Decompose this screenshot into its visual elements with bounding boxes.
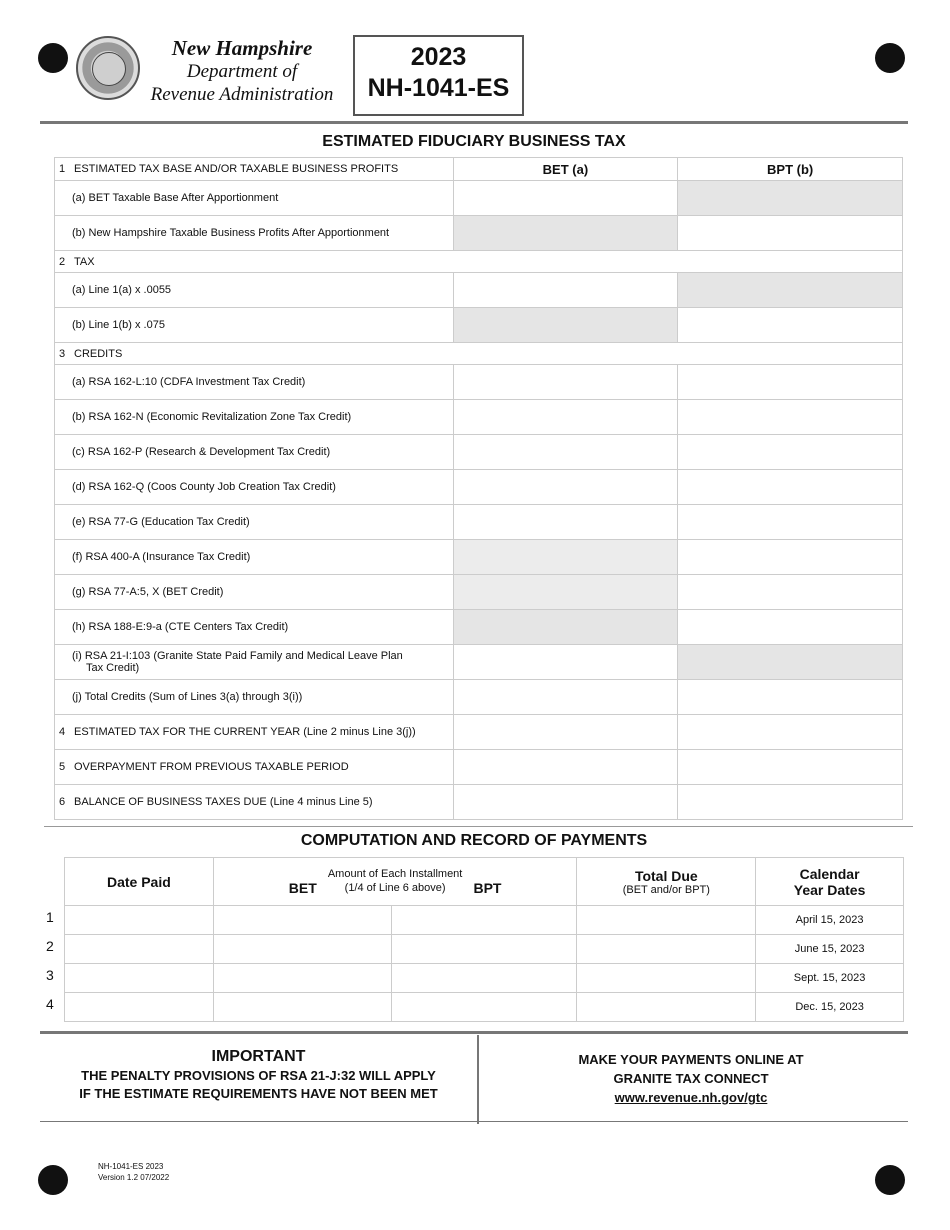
row-number: 3 <box>46 967 54 983</box>
column-header-installment: Amount of Each Installment BET (1/4 of Line 6 above) BPT <box>213 858 577 906</box>
agency-line-3: Revenue Administration <box>150 84 334 105</box>
shaded-cell <box>678 273 903 308</box>
registration-mark <box>875 1165 905 1195</box>
table-row <box>55 273 903 308</box>
shaded-cell <box>678 645 903 680</box>
input-cell[interactable] <box>678 575 903 610</box>
input-cell[interactable] <box>678 400 903 435</box>
total-due-cell[interactable] <box>577 964 756 993</box>
table-row <box>55 505 903 540</box>
online-line-2: GRANITE TAX CONNECT <box>613 1071 769 1086</box>
input-cell[interactable] <box>453 181 678 216</box>
input-cell[interactable] <box>678 680 903 715</box>
input-cell[interactable] <box>678 308 903 343</box>
table-row <box>55 610 903 645</box>
row-label: (b) RSA 162-N (Economic Revitalization Zone Tax Credit) <box>55 400 454 435</box>
shaded-cell <box>453 610 678 645</box>
shaded-cell <box>453 308 678 343</box>
bpt-amount-cell[interactable] <box>391 993 577 1022</box>
table-row <box>55 785 903 820</box>
total-due-cell[interactable] <box>577 935 756 964</box>
important-notice <box>40 1047 477 1103</box>
input-cell[interactable] <box>678 785 903 820</box>
input-cell[interactable] <box>453 470 678 505</box>
input-cell[interactable] <box>678 435 903 470</box>
input-cell[interactable] <box>678 610 903 645</box>
input-cell[interactable] <box>678 750 903 785</box>
bet-amount-cell[interactable] <box>213 935 391 964</box>
table-row <box>55 158 903 181</box>
input-cell[interactable] <box>678 365 903 400</box>
input-cell[interactable] <box>453 365 678 400</box>
input-cell[interactable] <box>453 785 678 820</box>
table-row <box>55 181 903 216</box>
input-cell[interactable] <box>453 435 678 470</box>
input-cell[interactable] <box>678 540 903 575</box>
bet-amount-cell[interactable] <box>213 906 391 935</box>
row-label: (b) New Hampshire Taxable Business Profits After Apportionment <box>55 216 454 251</box>
form-number: NH-1041-ES <box>367 74 510 102</box>
input-cell[interactable] <box>678 505 903 540</box>
row-label: (h) RSA 188-E:9-a (CTE Centers Tax Credit) <box>55 610 454 645</box>
row-label: (a) RSA 162-L:10 (CDFA Investment Tax Credit) <box>55 365 454 400</box>
column-header-date-paid: Date Paid <box>65 858 214 906</box>
online-payment-notice <box>479 1050 903 1107</box>
footer-version: Version 1.2 07/2022 <box>98 1173 170 1182</box>
input-cell[interactable] <box>453 750 678 785</box>
important-title: IMPORTANT <box>211 1048 306 1065</box>
date-paid-cell[interactable] <box>65 964 214 993</box>
row-label: 4 ESTIMATED TAX FOR THE CURRENT YEAR (Line 2 minus Line 3(j)) <box>55 715 454 750</box>
footer-form-id: NH-1041-ES 2023 <box>98 1162 164 1171</box>
bpt-amount-cell[interactable] <box>391 906 577 935</box>
total-due-cell[interactable] <box>577 906 756 935</box>
row-label: (f) RSA 400-A (Insurance Tax Credit) <box>55 540 454 575</box>
table-row <box>55 251 903 273</box>
column-header-total-due: Total Due (BET and/or BPT) <box>577 858 756 906</box>
agency-line-1: New Hampshire <box>171 36 313 60</box>
header-divider <box>40 121 908 124</box>
important-line-2: IF THE ESTIMATE REQUIREMENTS HAVE NOT BEEN MET <box>79 1086 438 1101</box>
total-due-cell[interactable] <box>577 993 756 1022</box>
table-row <box>55 575 903 610</box>
form-footer <box>98 1161 169 1183</box>
input-cell[interactable] <box>453 680 678 715</box>
row-label: (c) RSA 162-P (Research & Development Tax Credit) <box>55 435 454 470</box>
shaded-cell <box>678 181 903 216</box>
column-header-calendar: Calendar Year Dates <box>756 858 904 906</box>
table-row <box>65 993 904 1022</box>
section-title: ESTIMATED FIDUCIARY BUSINESS TAX <box>322 133 626 150</box>
registration-mark <box>38 43 68 73</box>
gtc-link[interactable]: www.revenue.nh.gov/gtc <box>614 1090 768 1105</box>
shaded-cell <box>453 575 678 610</box>
row-label: (g) RSA 77-A:5, X (BET Credit) <box>55 575 454 610</box>
registration-mark <box>875 43 905 73</box>
table-row <box>65 906 904 935</box>
input-cell[interactable] <box>453 715 678 750</box>
input-cell[interactable] <box>453 645 678 680</box>
table-row <box>55 308 903 343</box>
table-row <box>55 645 903 680</box>
row-number: 4 <box>46 996 54 1012</box>
row-label: (d) RSA 162-Q (Coos County Job Creation Tax Credit) <box>55 470 454 505</box>
important-line-1: THE PENALTY PROVISIONS OF RSA 21-J:32 WILL APPLY <box>81 1068 436 1083</box>
due-date: June 15, 2023 <box>756 935 904 964</box>
table-row <box>55 400 903 435</box>
table-row <box>55 365 903 400</box>
table-row <box>55 216 903 251</box>
row-label: (e) RSA 77-G (Education Tax Credit) <box>55 505 454 540</box>
row-label: (b) Line 1(b) x .075 <box>55 308 454 343</box>
agency-line-2: Department of <box>186 61 298 82</box>
row-number: 2 <box>46 938 54 954</box>
row-number: 1 <box>46 909 54 925</box>
table-row <box>65 935 904 964</box>
table-row <box>55 680 903 715</box>
input-cell[interactable] <box>678 216 903 251</box>
registration-mark <box>38 1165 68 1195</box>
footer-divider <box>40 1121 908 1122</box>
row-label: 1 ESTIMATED TAX BASE AND/OR TAXABLE BUSINESS PROFITS <box>55 158 454 181</box>
date-paid-cell[interactable] <box>65 906 214 935</box>
input-cell[interactable] <box>678 470 903 505</box>
input-cell[interactable] <box>678 715 903 750</box>
row-label: 6 BALANCE OF BUSINESS TAXES DUE (Line 4 minus Line 5) <box>55 785 454 820</box>
form-year: 2023 <box>410 43 467 71</box>
input-cell[interactable] <box>453 273 678 308</box>
table-row <box>55 540 903 575</box>
table-row <box>65 858 904 906</box>
bet-amount-cell[interactable] <box>213 964 391 993</box>
column-header-bet: BET (a) <box>453 158 678 181</box>
shaded-cell <box>453 216 678 251</box>
table-row <box>55 470 903 505</box>
state-seal-icon <box>76 36 140 100</box>
row-label: 2 TAX <box>55 251 903 273</box>
agency-name <box>140 36 344 106</box>
table-row <box>55 715 903 750</box>
due-date: Dec. 15, 2023 <box>756 993 904 1022</box>
table-row <box>65 964 904 993</box>
date-paid-cell[interactable] <box>65 993 214 1022</box>
online-line-1: MAKE YOUR PAYMENTS ONLINE AT <box>578 1052 804 1067</box>
form-id-box <box>353 35 524 116</box>
input-cell[interactable] <box>453 400 678 435</box>
section-divider <box>44 826 913 827</box>
section-title: COMPUTATION AND RECORD OF PAYMENTS <box>300 832 648 849</box>
table-row <box>55 435 903 470</box>
date-paid-cell[interactable] <box>65 935 214 964</box>
input-cell[interactable] <box>453 505 678 540</box>
estimated-tax-table <box>54 157 903 820</box>
due-date: April 15, 2023 <box>756 906 904 935</box>
due-date: Sept. 15, 2023 <box>756 964 904 993</box>
row-label: 3 CREDITS <box>55 343 903 365</box>
bpt-amount-cell[interactable] <box>391 935 577 964</box>
bpt-amount-cell[interactable] <box>391 964 577 993</box>
column-header-bpt: BPT (b) <box>678 158 903 181</box>
row-label: (a) BET Taxable Base After Apportionment <box>55 181 454 216</box>
table-row <box>55 750 903 785</box>
bet-amount-cell[interactable] <box>213 993 391 1022</box>
row-label: (j) Total Credits (Sum of Lines 3(a) through 3(i)) <box>55 680 454 715</box>
payments-table <box>64 857 904 1022</box>
table-row <box>55 343 903 365</box>
section-divider <box>40 1031 908 1034</box>
row-label: (i) RSA 21-I:103 (Granite State Paid Family and Medical Leave Plan Tax Credit) <box>55 645 454 680</box>
row-label: 5 OVERPAYMENT FROM PREVIOUS TAXABLE PERIOD <box>55 750 454 785</box>
row-label: (a) Line 1(a) x .0055 <box>55 273 454 308</box>
shaded-cell <box>453 540 678 575</box>
